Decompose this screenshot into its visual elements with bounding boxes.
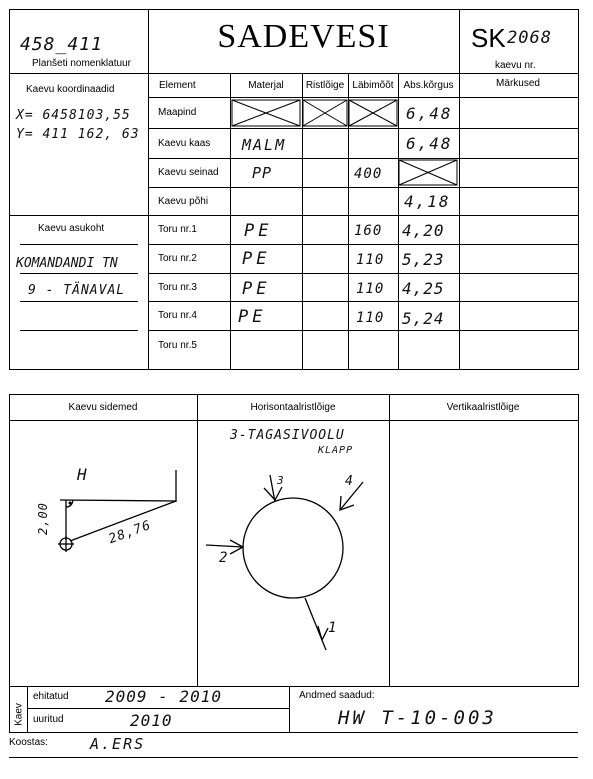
ties-marker: H (77, 465, 88, 484)
coord-x: X= 6458103,55 (16, 108, 131, 123)
source-label: Andmed saadud: (299, 690, 375, 701)
row-element: Maapind (158, 107, 197, 118)
location-label: Kaevu asukoht (38, 223, 105, 234)
location-line2: 9 - TÄNAVAL (28, 283, 126, 298)
plan-number: 458_411 (20, 34, 103, 55)
pipe-label-2: 2 (219, 550, 229, 566)
row-material: PE (242, 279, 271, 299)
row-element: Toru nr.2 (158, 253, 197, 264)
source-value: HW T-10-003 (338, 707, 497, 729)
header-notes: Märkused (496, 78, 540, 89)
surveyed-value: 2010 (130, 711, 173, 730)
row-material: PP (252, 164, 273, 182)
coord-y: Y= 411 162, 63 (16, 127, 140, 142)
pipe-label-4: 4 (345, 474, 354, 489)
row-height: 4,20 (402, 221, 445, 240)
section-horizontal-title: Horisontaalristlõige (250, 402, 336, 413)
row-diameter: 110 (356, 252, 385, 268)
coords-label: Kaevu koordinaadid (26, 84, 115, 95)
ties-dist-diagonal: 28,76 (106, 517, 154, 548)
header-cross: Ristlõige (305, 80, 345, 91)
row-height: 5,23 (402, 250, 445, 269)
section-ties-title: Kaevu sidemed (68, 402, 138, 413)
location-line1: KOMANDANDI TN (16, 256, 118, 271)
header-element: Element (159, 80, 196, 91)
row-material: PE (244, 221, 273, 241)
row-material: MALM (242, 136, 287, 154)
row-height: 5,24 (402, 309, 445, 328)
well-number: 2068 (507, 28, 552, 48)
row-element: Toru nr.4 (158, 310, 197, 321)
row-height: 4,18 (404, 192, 451, 211)
built-label: ehitatud (33, 691, 69, 702)
plan-label: Planšeti nomenklatuur (32, 58, 131, 69)
author-value: A.ERS (90, 735, 146, 753)
header-material: Materjal (248, 80, 284, 91)
built-value: 2009 - 2010 (105, 687, 222, 706)
row-height: 6,48 (406, 134, 453, 153)
row-diameter: 400 (354, 166, 383, 182)
header-height: Abs.kõrgus (403, 80, 454, 91)
well-prefix: SK (471, 23, 506, 53)
horizontal-note-line1: 3-TAGASIVOOLU (230, 428, 345, 443)
row-element: Kaevu põhi (158, 196, 209, 207)
row-material: PE (238, 307, 267, 327)
ties-dist-vertical: 2,00 (36, 502, 50, 535)
row-material: PE (242, 249, 271, 269)
row-height: 6,48 (406, 104, 453, 123)
well-label: kaevu nr. (495, 60, 536, 71)
row-element: Toru nr.3 (158, 282, 197, 293)
row-diameter: 110 (356, 310, 385, 326)
section-vertical-title: Vertikaalristlõige (446, 402, 520, 413)
kaev-label: Kaev (13, 703, 25, 726)
row-element: Toru nr.5 (158, 340, 197, 351)
pipe-label-3: 3 (277, 474, 285, 487)
row-height: 4,25 (402, 279, 445, 298)
pipe-label-1: 1 (328, 620, 338, 636)
row-diameter: 160 (354, 223, 383, 239)
row-diameter: 110 (356, 281, 385, 297)
author-label: Koostas: (9, 737, 48, 748)
row-element: Toru nr.1 (158, 224, 197, 235)
page-title: SADEVESI (217, 18, 390, 55)
row-element: Kaevu kaas (158, 138, 211, 149)
header-diameter: Läbimõõt (352, 80, 394, 91)
surveyed-label: uuritud (33, 714, 64, 725)
row-element: Kaevu seinad (158, 167, 219, 178)
horizontal-note-line2: KLAPP (318, 445, 354, 456)
